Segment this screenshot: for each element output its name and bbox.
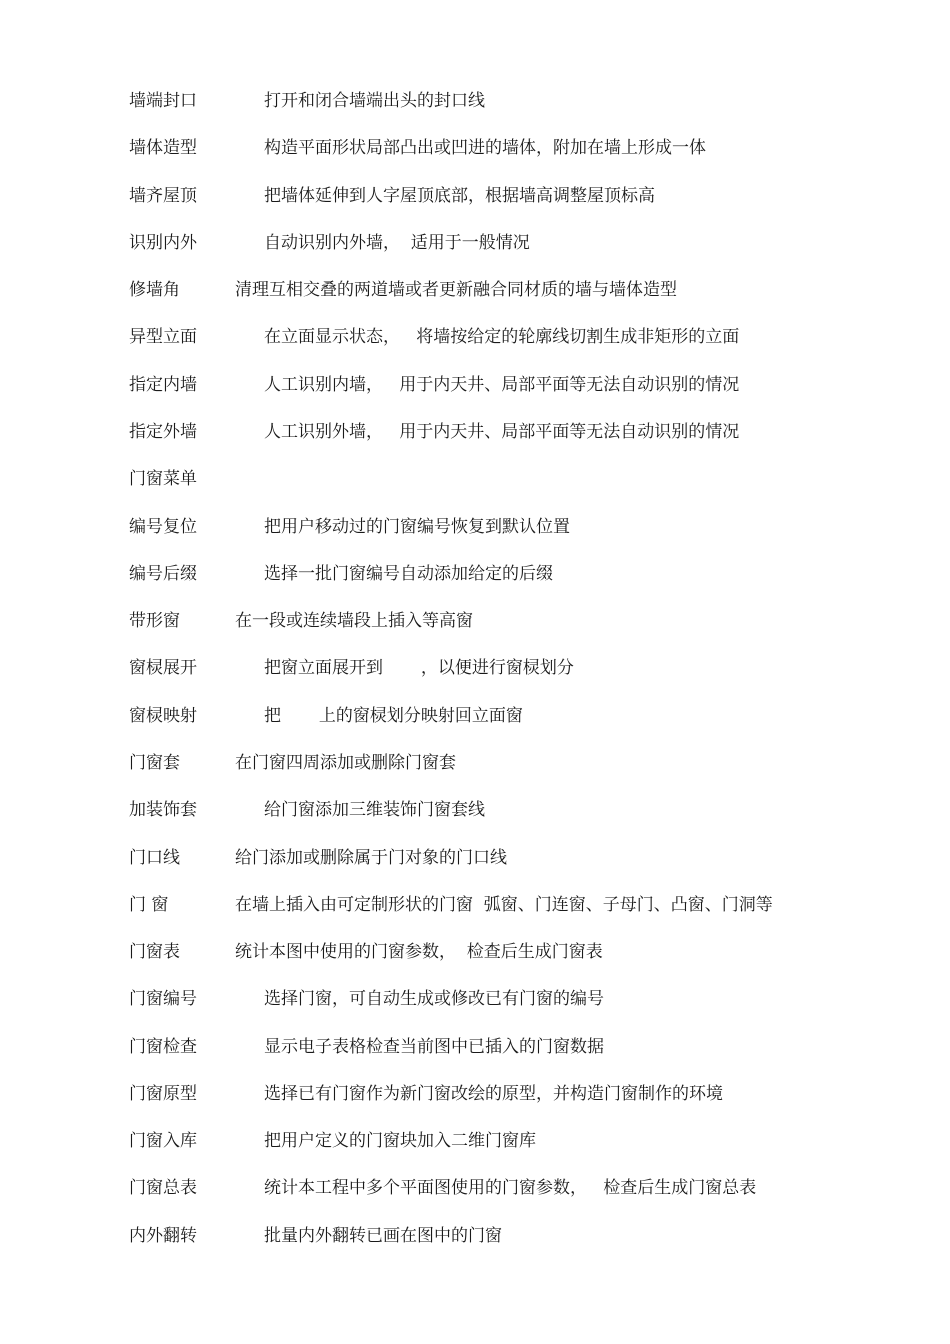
- command-name: 门口线: [129, 848, 180, 868]
- command-description: 人工识别外墙， 用于内天井、局部平面等无法自动识别的情况: [264, 422, 740, 442]
- command-name: 墙体造型: [129, 138, 197, 158]
- command-name: 门窗表: [129, 942, 180, 962]
- command-description: 统计本图中使用的门窗参数， 检查后生成门窗表: [235, 942, 603, 962]
- command-name: 带形窗: [129, 611, 180, 631]
- command-description: 构造平面形状局部凸出或凹进的墙体，附加在墙上形成一体: [264, 138, 706, 158]
- command-description: 选择门窗，可自动生成或修改已有门窗的编号: [264, 989, 604, 1009]
- command-name: 指定外墙: [129, 422, 197, 442]
- command-description: 显示电子表格检查当前图中已插入的门窗数据: [264, 1037, 604, 1057]
- command-description: 把用户定义的门窗块加入二维门窗库: [264, 1131, 536, 1151]
- command-name: 编号复位: [129, 517, 197, 537]
- section-title: 门窗菜单: [129, 469, 197, 489]
- command-name: 墙齐屋顶: [129, 186, 197, 206]
- command-name: 加装饰套: [129, 800, 197, 820]
- command-description: 选择已有门窗作为新门窗改绘的原型，并构造门窗制作的环境: [264, 1084, 723, 1104]
- command-description: 人工识别内墙， 用于内天井、局部平面等无法自动识别的情况: [264, 375, 740, 395]
- command-name: 门窗套: [129, 753, 180, 773]
- command-name: 门窗编号: [129, 989, 197, 1009]
- command-description: 给门窗添加三维装饰门窗套线: [264, 800, 485, 820]
- command-name: 窗棂展开: [129, 658, 197, 678]
- command-description: 给门添加或删除属于门对象的门口线: [235, 848, 507, 868]
- command-description: 打开和闭合墙端出头的封口线: [264, 91, 485, 111]
- command-description: 在门窗四周添加或删除门窗套: [235, 753, 456, 773]
- command-name: 门窗检查: [129, 1037, 197, 1057]
- command-description: 把用户移动过的门窗编号恢复到默认位置: [264, 517, 570, 537]
- command-description: 选择一批门窗编号自动添加给定的后缀: [264, 564, 553, 584]
- command-name: 指定内墙: [129, 375, 197, 395]
- command-description: 自动识别内外墙， 适用于一般情况: [264, 233, 530, 253]
- command-name: 门 窗: [129, 895, 169, 915]
- command-description: 把窗立面展开到 ，以便进行窗棂划分: [264, 658, 574, 678]
- command-name: 门窗总表: [129, 1178, 197, 1198]
- command-description: 统计本工程中多个平面图使用的门窗参数， 检查后生成门窗总表: [264, 1178, 757, 1198]
- command-name: 识别内外: [129, 233, 197, 253]
- command-name: 修墙角: [129, 280, 180, 300]
- command-name: 窗棂映射: [129, 706, 197, 726]
- command-name: 门窗原型: [129, 1084, 197, 1104]
- command-description: 在立面显示状态， 将墙按给定的轮廓线切割生成非矩形的立面: [264, 327, 740, 347]
- command-name: 异型立面: [129, 327, 197, 347]
- command-description: 批量内外翻转已画在图中的门窗: [264, 1226, 502, 1246]
- command-description: 把墙体延伸到人字屋顶底部，根据墙高调整屋顶标高: [264, 186, 655, 206]
- command-description: 在一段或连续墙段上插入等高窗: [235, 611, 473, 631]
- command-description: 把 上的窗棂划分映射回立面窗: [264, 706, 523, 726]
- command-description: 清理互相交叠的两道墙或者更新融合同材质的墙与墙体造型: [235, 280, 677, 300]
- command-name: 编号后缀: [129, 564, 197, 584]
- command-name: 门窗入库: [129, 1131, 197, 1151]
- command-description: 在墙上插入由可定制形状的门窗 弧窗、门连窗、子母门、凸窗、门洞等: [235, 895, 773, 915]
- command-name: 内外翻转: [129, 1226, 197, 1246]
- command-name: 墙端封口: [129, 91, 197, 111]
